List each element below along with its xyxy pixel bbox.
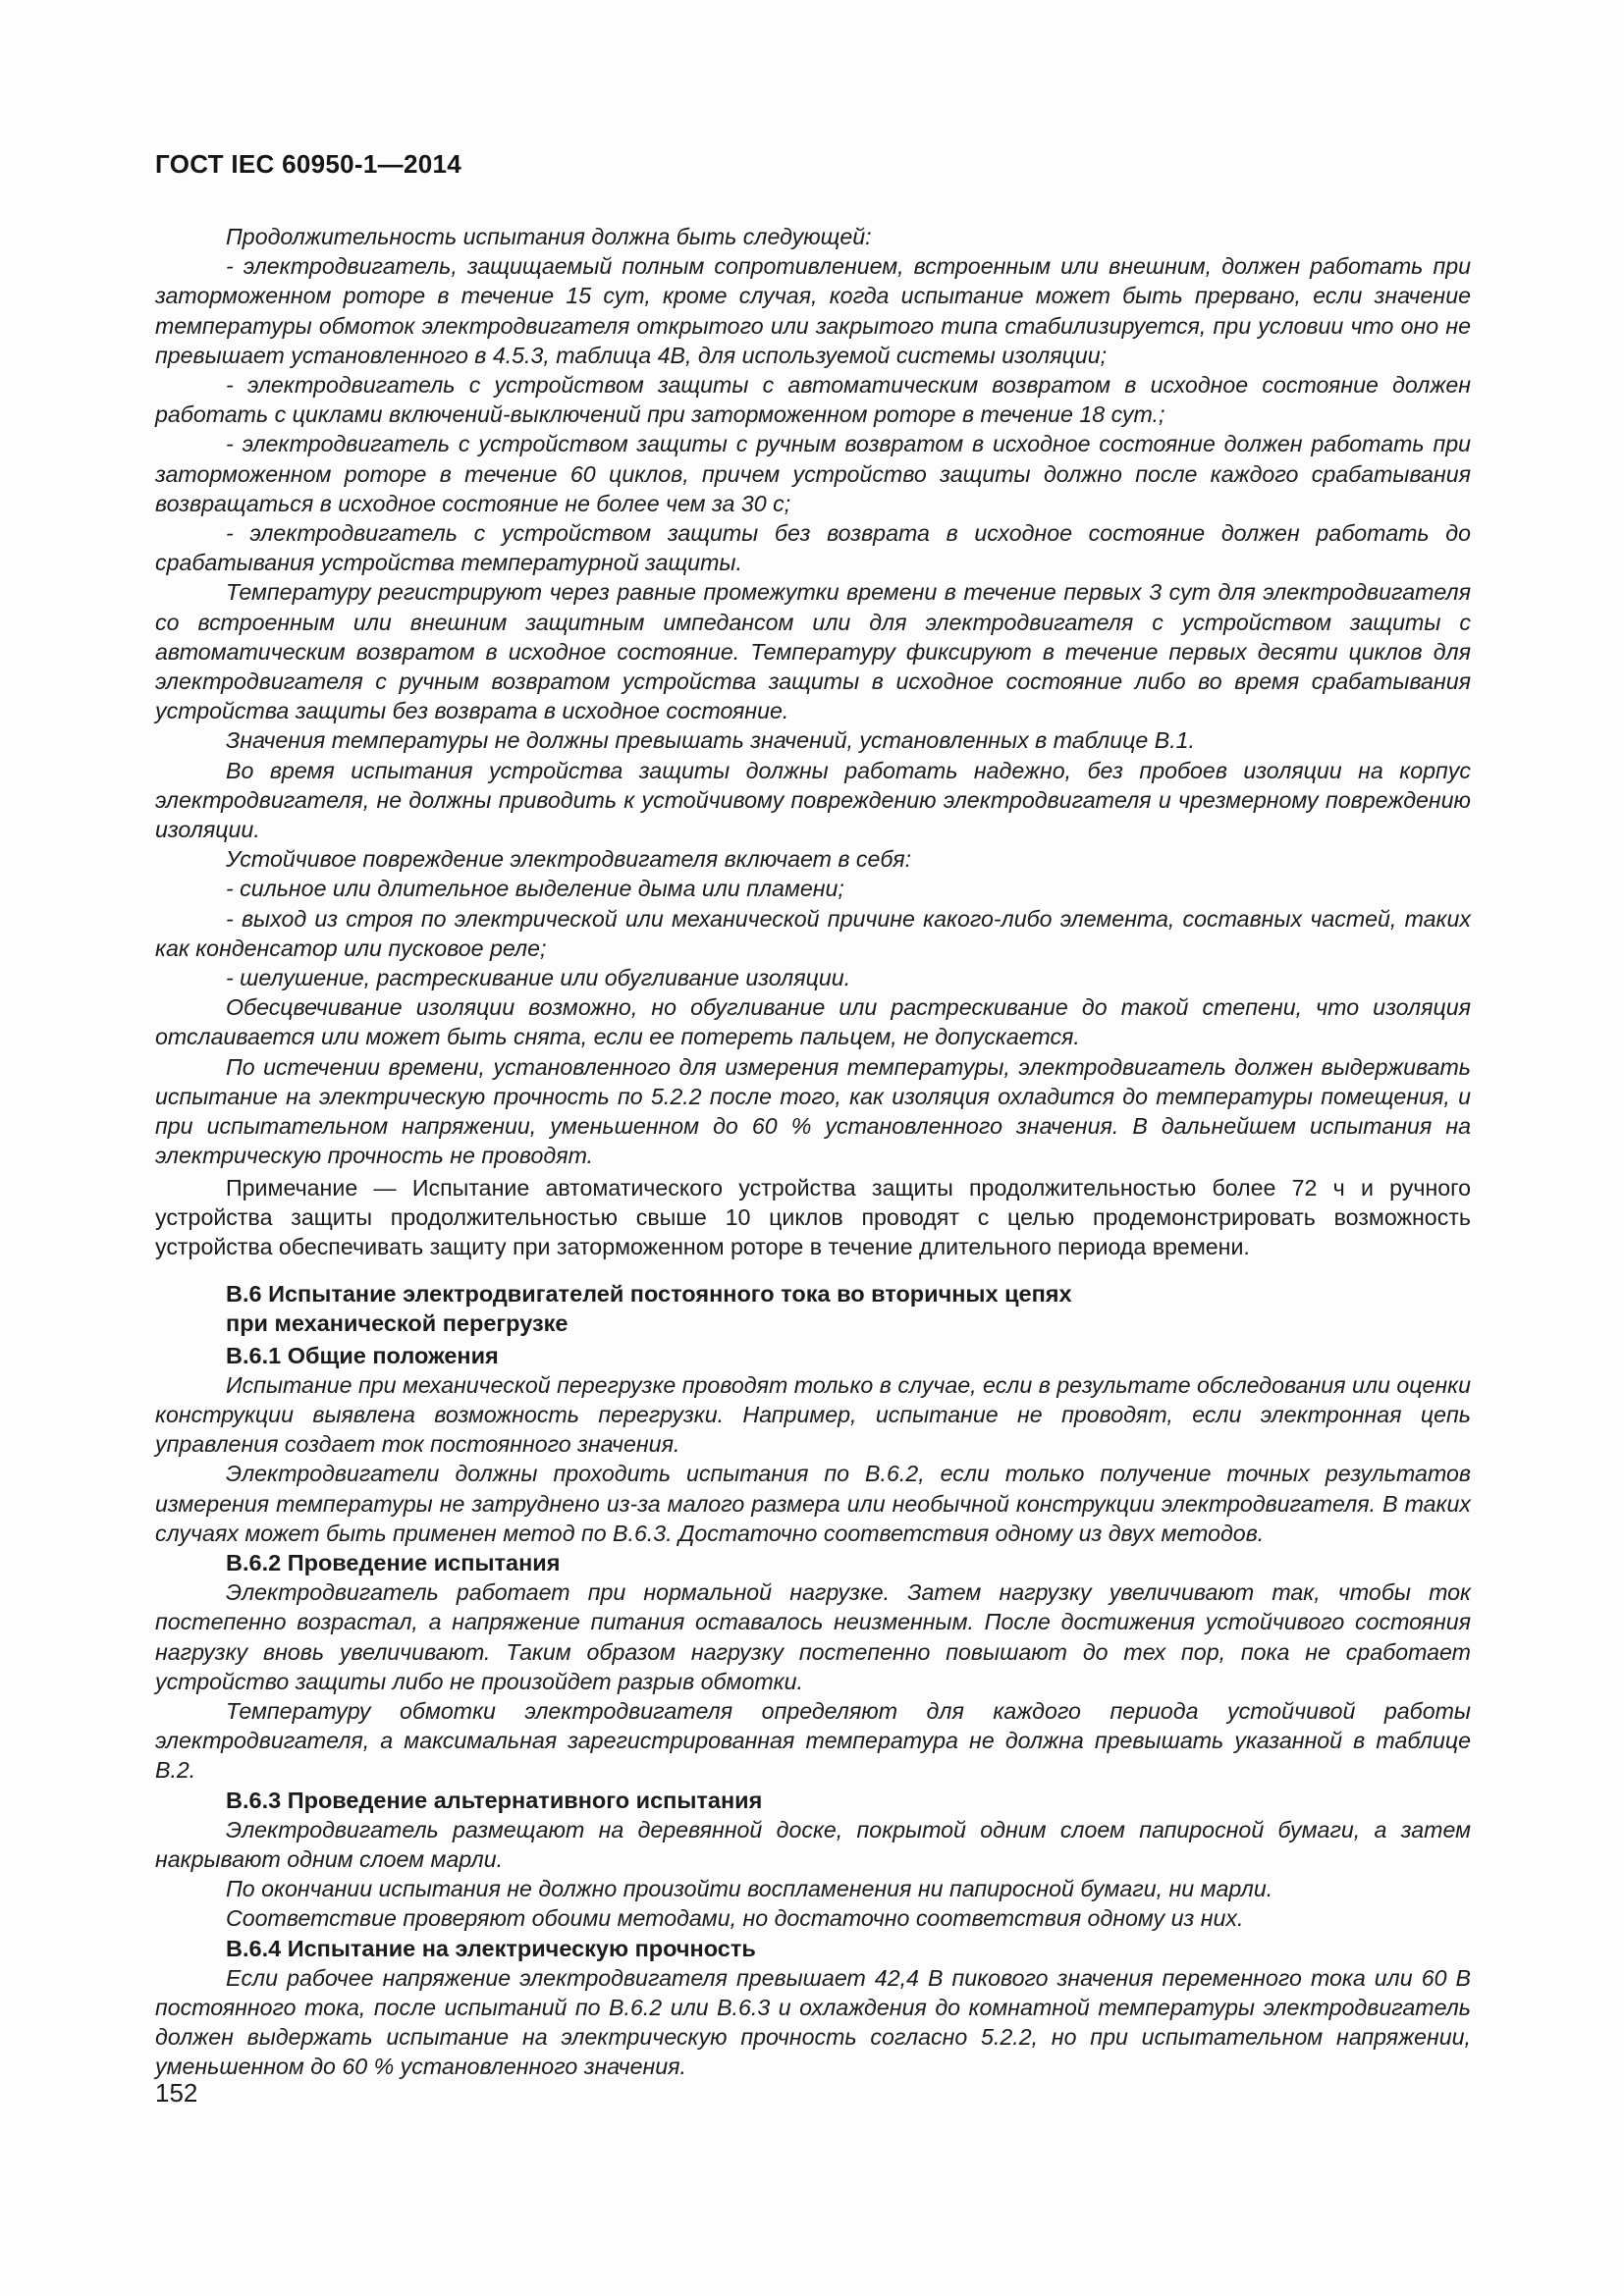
paragraph: Во время испытания устройства защиты должны работать надежно, без пробоев изоляции на корпус электродвигателя, не должны приводить к устойчивому повреждению электродвигателя и чрезмерному повреждению изоляции.: [155, 757, 1471, 843]
paragraph: Электродвигатель работает при нормальной нагрузке. Затем нагрузку увеличивают так, чтобы ток постепенно возрастал, а напряжение питания оставалось неизменным. После достижения устойчивого состояния нагрузку вновь увеличивают. Таким образом нагрузку постепенно повышают до тех пор, пока не сработает устройство защиты либо не произойдет разрыв обмотки.: [155, 1579, 1471, 1694]
paragraph: Обесцвечивание изоляции возможно, но обугливание или растрескивание до такой степени, что изоляция отслаивается или может быть снята, если ее потереть пальцем, не допускается.: [155, 994, 1471, 1050]
list-item: - электродвигатель, защищаемый полным сопротивлением, встроенным или внешним, должен работать при заторможенном роторе в течение 15 сут, кроме случая, когда испытание может быть прервано, если значение температуры обмоток электродвигателя открытого или закрытого типа стабилизируется, при условии что оно не превышает установленного в 4.5.3, таблица 4В, для используемой системы изоляции;: [155, 253, 1471, 368]
paragraph: Если рабочее напряжение электродвигателя превышает 42,4 В пикового значения переменного тока или 60 В постоянного тока, после испытаний по В.6.2 или В.6.3 и охлаждения до комнатной температуры электродвигатель должен выдержать испытание на электрическую прочность согласно 5.2.2, но при испытательном напряжении, уменьшенном до 60 % установленного значения.: [155, 1964, 1471, 2080]
subsection-heading-b61: В.6.1 Общие положения: [226, 1342, 499, 1368]
list-item: - сильное или длительное выделение дыма или пламени;: [226, 876, 844, 902]
paragraph: Электродвигатель размещают на деревянной доске, покрытой одним слоем папиросной бумаги, а затем накрывают одним слоем марли.: [155, 1816, 1471, 1872]
paragraph: По окончании испытания не должно произойти воспламенения ни папиросной бумаги, ни марли.: [226, 1876, 1273, 1902]
paragraph: Температуру обмотки электродвигателя определяют для каждого периода устойчивой работы электродвигателя, а максимальная зарегистрированная температура не должна превышать указанной в таблице В.2.: [155, 1697, 1471, 1784]
paragraph: По истечении времени, установленного для измерения температуры, электродвигатель должен выдерживать испытание на электрическую прочность по 5.2.2 после того, как изоляция охладится до температуры помещения, и при испытательном напряжении, уменьшенном до 60 % установленного значения. В дальнейшем испытания на электрическую прочность не проводят.: [155, 1053, 1471, 1169]
subsection-heading-b63: В.6.3 Проведение альтернативного испытания: [226, 1787, 763, 1813]
document-header: ГОСТ IEC 60950-1—2014: [155, 149, 461, 179]
paragraph: Испытание при механической перегрузке проводят только в случае, если в результате обследования или оценки конструкции выявлена возможность перегрузки. Например, испытание не проводят, если электронная цепь управления создает ток постоянного значения.: [155, 1371, 1471, 1458]
paragraph: Соответствие проверяют обоими методами, но достаточно соответствия одному из них.: [226, 1905, 1244, 1932]
paragraph: Продолжительность испытания должна быть следующей:: [226, 224, 872, 249]
paragraph: Устойчивое повреждение электродвигателя включает в себя:: [226, 846, 912, 873]
document-body: [155, 222, 1471, 2082]
list-item: - электродвигатель с устройством защиты без возврата в исходное состояние должен работать до срабатывания устройства температурной защиты.: [155, 520, 1471, 576]
list-item: - выход из строя по электрической или механической причине какого-либо элемента, составных частей, таких как конденсатор или пусковое реле;: [155, 905, 1471, 961]
page-number: 152: [155, 2078, 198, 2108]
paragraph: Значения температуры не должны превышать значений, установленных в таблице В.1.: [226, 727, 1195, 754]
subsection-heading-b64: В.6.4 Испытание на электрическую прочность: [226, 1935, 756, 1961]
paragraph: Температуру регистрируют через равные промежутки времени в течение первых 3 сут для электродвигателя со встроенным или внешним защитным импедансом или для электродвигателя с устройством защиты с автоматическим возвратом в исходное состояние. Температуру фиксируют в течение первых десяти циклов для электродвигателя с ручным возвратом устройства защиты в исходное состояние либо во время срабатывания устройства защиты без возврата в исходное состояние.: [155, 579, 1471, 724]
section-heading-b6: В.6 Испытание электродвигателей постоянного тока во вторичных цепях при механической перегрузке: [226, 1281, 1072, 1337]
list-item: - шелушение, растрескивание или обугливание изоляции.: [226, 965, 851, 991]
paragraph: Электродвигатели должны проходить испытания по В.6.2, если только получение точных результатов измерения температуры не затруднено из-за малого размера или необычной конструкции электродвигателя. В таких случаях может быть применен метод по В.6.3. Достаточно соответствия одному из двух методов.: [155, 1461, 1471, 1546]
subsection-heading-b62: В.6.2 Проведение испытания: [226, 1549, 561, 1575]
list-item: - электродвигатель с устройством защиты с автоматическим возвратом в исходное состояние должен работать с циклами включений-выключений при заторможенном роторе в течение 18 сут.;: [155, 372, 1471, 428]
note: Примечание — Испытание автоматического устройства защиты продолжительностью более 72 ч и ручного устройства защиты продолжительностью свыше 10 циклов проводят с целью продемонстрировать возможность устройства обеспечивать защиту при заторможенном роторе в течение длительного периода времени.: [155, 1174, 1471, 1259]
list-item: - электродвигатель с устройством защиты с ручным возвратом в исходное состояние должен работать при заторможенном роторе в течение 60 циклов, причем устройство защиты должно после каждого срабатывания возвращаться в исходное состояние не более чем за 30 с;: [155, 431, 1471, 516]
